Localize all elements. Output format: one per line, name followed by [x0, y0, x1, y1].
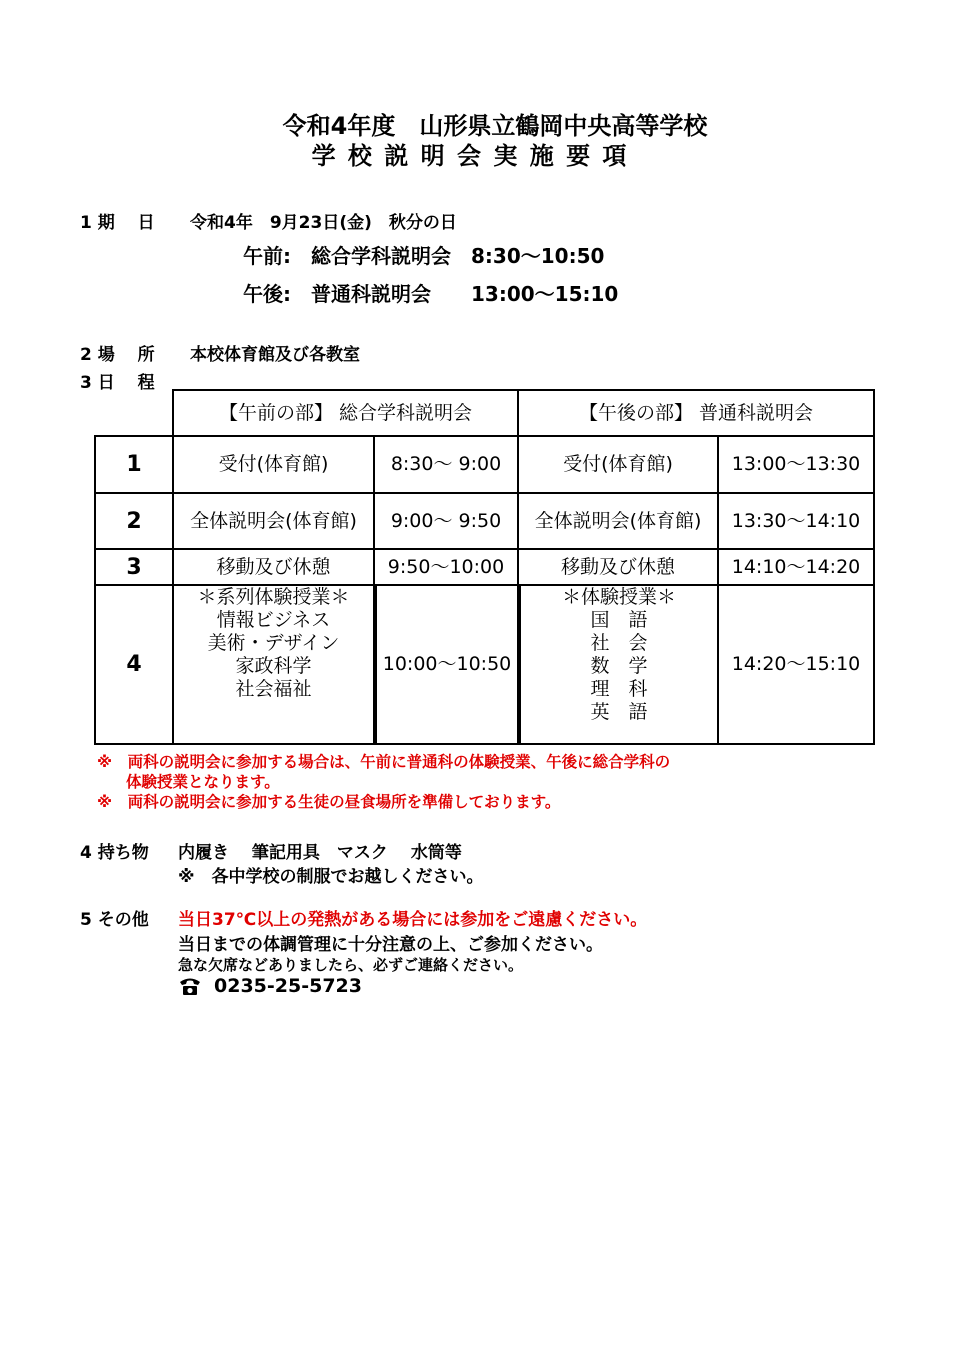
event-date: 令和4年 9月23日(金) 秋分の日 — [190, 213, 457, 233]
morning-session: 午前: 総合学科説明会 8:30～10:50 — [243, 244, 605, 268]
row3-number: 3 — [126, 554, 142, 580]
telephone-icon — [178, 976, 202, 996]
row4-pm-line: 英 語 — [590, 701, 648, 723]
health-note: 当日までの体調管理に十分注意の上、ご参加ください。 — [178, 935, 603, 955]
row4-pm-line: 社 会 — [590, 632, 648, 654]
row3-pm-time: 14:10～14:20 — [731, 555, 861, 578]
fever-warning: 当日37℃以上の発熱がある場合には参加をご遠慮ください。 — [178, 910, 648, 930]
uniform-note: ※ 各中学校の制服でお越しください。 — [178, 867, 484, 887]
row4-am-line: ＊系列体験授業＊ — [197, 586, 350, 608]
header-morning: 【午前の部】 総合学科説明会 — [218, 401, 473, 424]
row4-pm-time: 14:20～15:10 — [731, 653, 861, 675]
row4-pm-item — [521, 586, 717, 743]
row1-pm-item: 受付(体育館) — [563, 453, 673, 475]
note-1-line2: 体験授業となります。 — [126, 773, 280, 791]
header-afternoon: 【午後の部】 普通科説明会 — [578, 401, 814, 424]
row1-am-item: 受付(体育館) — [218, 453, 329, 475]
note-1-line1: ※ 両科の説明会に参加する場合は、午前に普通科の体験授業、午後に総合学科の — [97, 753, 671, 771]
section2-label: 2 場 所 — [80, 345, 155, 365]
phone-row — [178, 975, 362, 997]
row4-am-line: 社会福祉 — [235, 678, 312, 700]
section4-label: 4 持ち物 — [80, 843, 149, 863]
row4-am-time: 10:00～10:50 — [382, 653, 512, 675]
row4-pm-line: 数 学 — [590, 655, 648, 677]
page-subtitle: 学 校 説 明 会 実 施 要 項 — [311, 142, 629, 170]
afternoon-session: 午後: 普通科説明会 13:00～15:10 — [243, 282, 619, 306]
row1-am-time: 8:30～ 9:00 — [390, 453, 502, 475]
items-to-bring: 内履き 筆記用具 マスク 水筒等 — [178, 843, 462, 863]
phone-number: 0235-25-5723 — [214, 975, 362, 997]
row1-number: 1 — [126, 452, 142, 477]
row4-am-line: 情報ビジネス — [216, 609, 331, 631]
row3-pm-item: 移動及び休憩 — [560, 555, 675, 578]
row4-pm-line: 理 科 — [590, 678, 648, 700]
row3-am-time: 9:50～10:00 — [387, 555, 505, 578]
venue: 本校体育館及び各教室 — [190, 345, 360, 365]
note-2: ※ 両科の説明会に参加する生徒の昼食場所を準備しております。 — [97, 793, 561, 811]
row4-number: 4 — [126, 652, 142, 677]
row2-pm-time: 13:30～14:10 — [731, 509, 861, 532]
row4-am-item — [174, 586, 373, 743]
row2-number: 2 — [126, 508, 142, 534]
page-title: 令和4年度 山形県立鶴岡中央高等学校 — [282, 112, 708, 140]
section1-label: 1 期 日 — [80, 213, 155, 233]
row4-pm-line: 国 語 — [590, 609, 648, 631]
section3-label: 3 日 程 — [80, 373, 155, 393]
row2-am-time: 9:00～ 9:50 — [390, 509, 502, 532]
section5-label: 5 その他 — [80, 910, 149, 930]
row2-am-item: 全体説明会(体育館) — [190, 509, 357, 532]
row4-am-line: 家政科学 — [235, 655, 312, 677]
absence-note: 急な欠席などありましたら、必ずご連絡ください。 — [178, 956, 524, 974]
row4-pm-line: ＊体験授業＊ — [561, 586, 676, 608]
row4-am-line: 美術・デザイン — [207, 632, 340, 654]
row3-am-item: 移動及び休憩 — [216, 555, 331, 578]
row2-pm-item: 全体説明会(体育館) — [534, 509, 702, 532]
row1-pm-time: 13:00～13:30 — [731, 453, 861, 475]
